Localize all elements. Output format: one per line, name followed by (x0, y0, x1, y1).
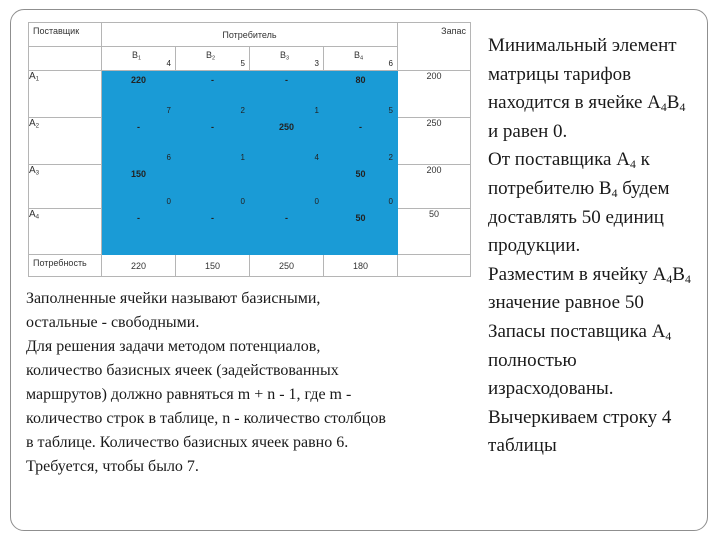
header-supplier: Поставщик (29, 23, 102, 47)
cell-a2-b1: - 7 (102, 118, 176, 165)
table-row-demand (29, 255, 471, 277)
demand-b3: 250 (250, 255, 324, 277)
demand-b4: 180 (324, 255, 398, 277)
supplier-a2: $A_2$ (29, 118, 102, 165)
demand-b2: 150 (176, 255, 250, 277)
right-paragraph-2: От поставщика $А_4$ к потребителю $В_4$ будем доставлять 50 единиц продукции. (488, 149, 670, 257)
cell-a2-b4: - 5 (324, 118, 398, 165)
right-paragraph-1: Минимальный элемент матрицы тарифов находится в ячейке $А_4В_4$ и равен 0. (488, 35, 686, 142)
supplier-a1: $A_1$ (29, 71, 102, 118)
cell-a4-b3: - 0 (250, 209, 324, 255)
cell-a2-b3: 250 1 (250, 118, 324, 165)
right-paragraph-4: Запасы поставщика $А_4$ полностью израсходованы. (488, 320, 672, 400)
left-line: количество строк в таблице, n - количество столбцов (26, 410, 386, 427)
cell-a3-b3: 4 (250, 165, 324, 209)
right-paragraph-3: Разместим в ячейку $А_4В_4$ значение равное 50 (488, 263, 691, 314)
cell-a1-b4: 80 6 (324, 71, 398, 118)
supplier-a3: $A_3$ (29, 165, 102, 209)
cell-a2-b2: - 2 (176, 118, 250, 165)
supply-a1: 200 (398, 71, 471, 118)
supply-a3: 200 (398, 165, 471, 209)
demand-b1: 220 (102, 255, 176, 277)
consumer-b3: $B_3$ (250, 47, 324, 71)
cell-a1-b1: 220 4 (102, 71, 176, 118)
demand-label: Потребность (29, 255, 102, 277)
supply-a2: 250 (398, 118, 471, 165)
left-line: маршрутов) должно равняться m + n - 1, где m - (26, 386, 352, 403)
table-row (29, 118, 471, 165)
cell-a3-b2: 1 (176, 165, 250, 209)
supplier-a4: $A_4$ (29, 209, 102, 255)
left-line: количество базисных ячеек (задействованных (26, 362, 339, 379)
supply-a4: 50 (398, 209, 471, 255)
cell-a3-b1: 150 6 (102, 165, 176, 209)
cell-a4-b2: - 0 (176, 209, 250, 255)
header-empty (29, 47, 102, 71)
header-consumer: Потребитель (102, 23, 398, 47)
right-explanation (488, 32, 698, 461)
left-line: Для решения задачи методом потенциалов, (26, 338, 321, 355)
table-row (29, 165, 471, 209)
left-line: остальные - свободными. (26, 314, 200, 331)
consumer-b4: $B_4$ (324, 47, 398, 71)
cell-a3-b4: 50 2 (324, 165, 398, 209)
left-line: Требуется, чтобы было 7. (26, 458, 199, 475)
header-stock: Запас (398, 23, 471, 71)
consumer-b2: $B_2$ (176, 47, 250, 71)
demand-empty (398, 255, 471, 277)
left-line: в таблице. Количество базисных ячеек равно 6. (26, 434, 349, 451)
cell-a1-b2: - 5 (176, 71, 250, 118)
left-explanation (26, 287, 478, 479)
right-paragraph-5: Вычеркиваем строку 4 таблицы (488, 406, 672, 457)
left-line: Заполненные ячейки называют базисными, (26, 290, 321, 307)
consumer-b1: $B_1$ (102, 47, 176, 71)
table-row (29, 71, 471, 118)
transport-table (28, 22, 471, 277)
cell-a4-b1: - 0 (102, 209, 176, 255)
cell-a4-b4: 50 0 (324, 209, 398, 255)
cell-a1-b3: - 3 (250, 71, 324, 118)
table-row (29, 209, 471, 255)
